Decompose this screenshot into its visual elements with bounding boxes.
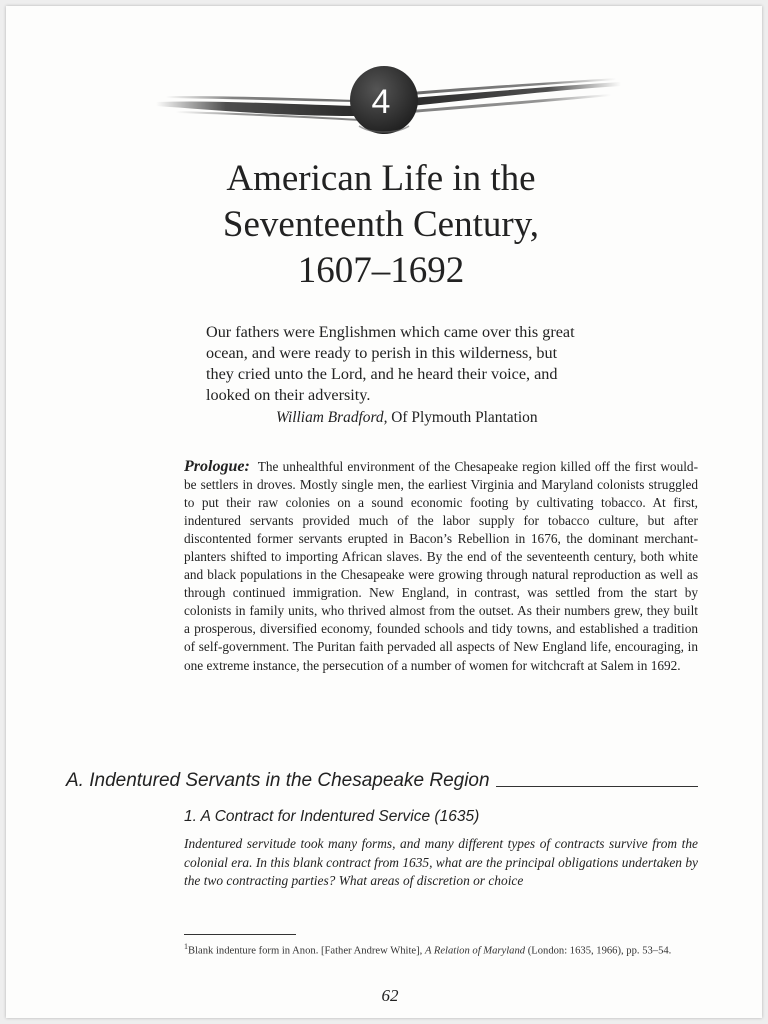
- left-swoosh: [156, 96, 361, 121]
- prologue-label: Prologue:: [184, 458, 250, 475]
- document-intro: Indentured servitude took many forms, and many different types of contracts survive from the colonial era. In this blank contract from 1635, what are the principal obligations undertaken by the two contracting parties? What areas of discretion or choice: [184, 836, 698, 888]
- chapter-title-line-1: American Life in the: [226, 158, 536, 199]
- prologue-paragraph: [184, 458, 698, 675]
- epigraph-work: Of Plymouth Plantation: [387, 409, 538, 426]
- footnote: [184, 939, 698, 959]
- footnote-title: A Relation of Maryland: [424, 945, 526, 957]
- book-page: [6, 6, 762, 1018]
- chapter-title-line-2: Seventeenth Century,: [222, 204, 540, 245]
- footnote-prefix: Blank indenture form in Anon. [Father Andrew White],: [188, 945, 425, 957]
- right-swoosh: [411, 78, 621, 113]
- chapter-number: 4: [371, 83, 391, 121]
- section-heading: [66, 766, 698, 792]
- footnote-marker: 1: [184, 942, 188, 951]
- footnote-suffix: (London: 1635, 1966), pp. 53–54.: [525, 945, 672, 957]
- subsection-heading: 1. A Contract for Indentured Service (1635): [184, 808, 480, 825]
- epigraph-quote: Our fathers were Englishmen which came over this great ocean, and were ready to perish in this wilderness, but they cried unto the Lord, and he heard their voice, and looked on their adversity.: [206, 323, 575, 404]
- chapter-title: [156, 156, 606, 294]
- prologue-text: The unhealthful environment of the Chesapeake region killed off the first would-be settlers in droves. Mostly single men, the earliest Virginia and Maryland colonists struggled to put their raw colonies on a sound economic footing by cultivating tobacco. At first, indentured servants provided much of the labor supply for tobacco culture, but after discontented former servants erupted in Bacon’s Rebellion in 1676, the dominant merchant-planters shifted to importing African slaves. By the end of the seventeenth century, both white and black populations in the Chesapeake were growing through natural reproduction as well as through continued immigration. New England, in contrast, was settled from the start by colonists in family units, who thrived almost from the outset. As their numbers grew, they built a prosperous, diversified economy, founded schools and tidy towns, and established a tradition of self-government. The Puritan faith pervaded all aspects of New England life, encouraging, in one extreme instance, the persecution of a number of women for witchcraft at Salem in 1692.: [184, 459, 698, 673]
- footnote-divider: [184, 934, 296, 935]
- epigraph-attribution: [276, 408, 576, 428]
- page-number: 62: [381, 986, 399, 1005]
- chapter-title-line-3: 1607–1692: [297, 250, 465, 291]
- section-heading-rule: [496, 786, 698, 787]
- section-heading-text: A. Indentured Servants in the Chesapeake Region: [66, 770, 490, 791]
- epigraph-author: William Bradford,: [276, 409, 388, 426]
